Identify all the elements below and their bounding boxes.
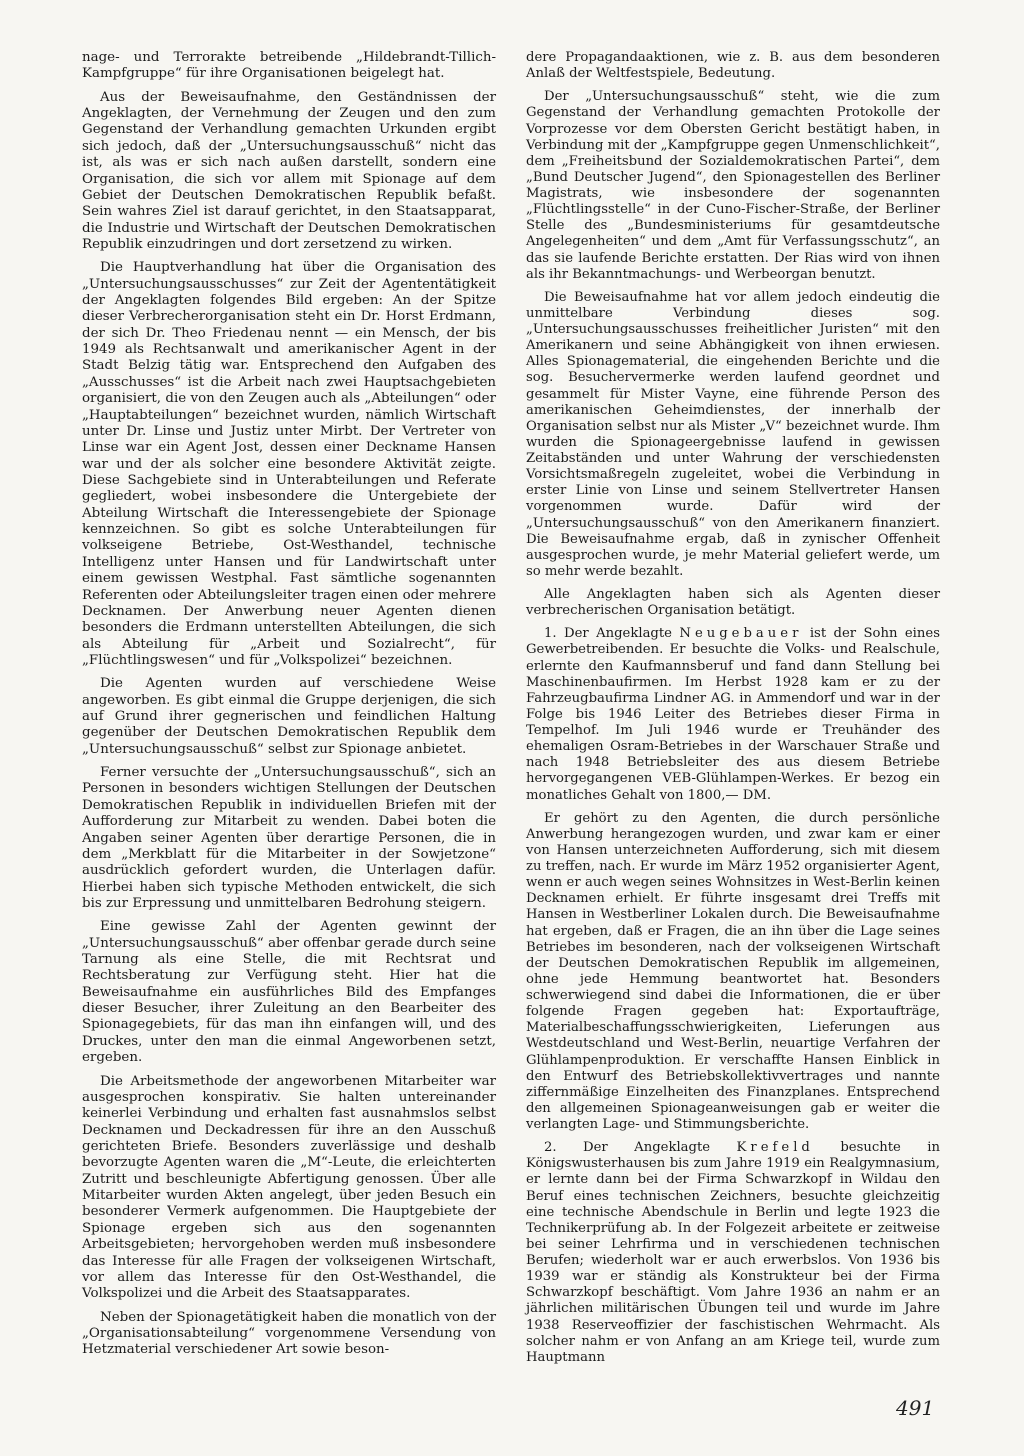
page-number: 491 [896, 1396, 935, 1420]
left-column [82, 50, 496, 1366]
paragraph: Die Agenten wurden auf verschiedene Weise angeworben. Es gibt einmal die Gruppe derjenigen, die sich auf Grund ihrer gegnerischen und feindlichen Haltung gegenüber der Deutschen Demokratischen Republik dem „Untersuchungsausschuß“ selbst zur Spionage anbietet. [82, 676, 496, 757]
paragraph: Die Hauptverhandlung hat über die Organisation des „Untersuchungsausschusses“ zur Zeit der Agententätigkeit der Angeklagten folgendes Bild ergeben: An der Spitze dieser Verbrecherorganisation steht ein Dr. Horst Erdmann, der sich Dr. Theo Friedenau nennt — ein Mensch, der bis 1949 als Rechtsanwalt und amerikanischer Agent in der Stadt Belzig tätig war. Entsprechend den Aufgaben des „Ausschusses“ ist die Arbeit nach zwei Hauptsachgebieten organisiert, die von den Zeugen auch als „Abteilungen“ oder „Hauptabteilungen“ bezeichnet wurden, nämlich Wirtschaft unter Dr. Linse und Justiz unter Mirbt. Der Vertreter von Linse war ein Agent Jost, dessen einer Deckname Hansen war und der als solcher eine besondere Aktivität zeigte. Diese Sachgebiete sind in Unterabteilungen und Referate gegliedert, wobei insbesondere die Untergebiete der Abteilung Wirtschaft die Interessengebiete der Spionage kennzeichnen. So gibt es solche Unterabteilungen für volkseigene Betriebe, Ost-Westhandel, technische Intelligenz unter Hansen und für Landwirtschaft unter einem gewissen Westphal. Fast sämtliche sogenannten Referenten oder Abteilungsleiter tragen einen oder mehrere Decknamen. Der Anwerbung neuer Agenten dienen besonders die Erdmann unterstellten Abteilungen, die sich als Abteilung für „Arbeit und Sozialrecht“, für „Flüchtlingswesen“ und für „Volkspolizei“ bezeichnen. [82, 260, 496, 668]
paragraph: Die Beweisaufnahme hat vor allem jedoch eindeutig die unmittelbare Verbindung dieses sog. „Untersuchungsausschusses freiheitlicher Juristen“ mit den Amerikanern und seine Abhängigkeit von ihnen erwiesen. Alles Spionagematerial, die eingehenden Berichte und die sog. Besuchervermerke werden laufend geordnet und gesammelt für Mister Vayne, eine führende Person des amerikanischen Geheimdienstes, der innerhalb der Organisation selbst nur als Mister „V“ bezeichnet wurde. Ihm wurden die Spionageergebnisse laufend in gewissen Zeitabständen und unter Wahrung der verschiedensten Vorsichtsmaßregeln zugeleitet, wobei die Verbindung in erster Linie von Linse und seinem Stellvertreter Hansen vorgenommen wurde. Dafür wird der „Untersuchungsausschuß“ von den Amerikanern finanziert. Die Beweisaufnahme ergab, daß in zynischer Offenheit ausgesprochen wurde, je mehr Material geliefert werde, um so mehr werde bezahlt. [526, 289, 940, 579]
defendant-name: Krefeld [736, 1140, 814, 1156]
paragraph: Ferner versuchte der „Untersuchungsausschuß“, sich an Personen in besonders wichtigen Stellungen der Deutschen Demokratischen Republik in individuellen Briefen mit der Aufforderung zur Mitarbeit zu wenden. Dabei boten die Angaben seiner Agenten über derartige Personen, die in dem „Merkblatt für die Mitarbeiter in der Sowjetzone“ ausdrücklich gefordert wurden, die Unterlagen dafür. Hierbei haben sich typische Methoden entwickelt, die sich bis zur Erpressung und unmittelbaren Bedrohung steigern. [82, 765, 496, 911]
paragraph: Alle Angeklagten haben sich als Agenten dieser verbrecherischen Organisation betätigt. [526, 587, 940, 619]
paragraph: Der „Untersuchungsausschuß“ steht, wie die zum Gegenstand der Verhandlung gemachten Protokolle der Vorprozesse vor dem Obersten Gericht bestätigt haben, in Verbindung mit der „Kampfgruppe gegen Unmenschlichkeit“, dem „Freiheitsbund der Sozialdemokratischen Partei“, dem „Bund Deutscher Jugend“, den Spionagestellen des Berliner Magistrats, wie insbesondere der sogenannten „Flüchtlingsstelle“ in der Cuno-Fischer-Straße, der Berliner Stelle des „Bundesministeriums für gesamtdeutsche Angelegenheiten“ und dem „Amt für Verfassungsschutz“, an das sie laufende Berichte erstatten. Der Rias wird von ihnen als ihr Bekanntmachungs- und Werbeorgan benutzt. [526, 89, 940, 282]
item-text: ist der Sohn eines Gewerbetreibenden. Er besuchte die Volks- und Realschule, erlernte den Kaufmannsberuf und fand dann Stellung bei Maschinenbaufirmen. Im Herbst 1928 kam er zu der Fahrzeugbaufirma Lindner AG. in Ammendorf und war in der Folge bis 1946 Leiter des Betriebes dieser Firma in Tempelhof. Im Juli 1946 wurde er Treuhänder des ehemaligen Osram-Betriebes in der Warschauer Straße und nach 1948 Betriebsleiter des aus diesem Betriebe hervorgegangenen VEB-Glühlampen-Werkes. Er bezog ein monatliches Gehalt von 1800,— DM. [526, 626, 940, 803]
paragraph: Er gehört zu den Agenten, die durch persönliche Anwerbung herangezogen wurden, und zwar kam er einer von Hansen unterzeichneten Aufforderung, sich mit diesem zu treffen, nach. Er wurde im März 1952 organisierter Agent, wenn er auch wegen seines Wohnsitzes in West-Berlin keinen Decknamen erhielt. Er führte insgesamt drei Treffs mit Hansen in Westberliner Lokalen durch. Die Beweisaufnahme hat ergeben, daß er Fragen, die an ihn über die Lage seines Betriebes im besonderen, nach der volkseigenen Wirtschaft der Deutschen Demokratischen Republik im allgemeinen, ohne jede Hemmung beantwortet hat. Besonders schwerwiegend sind dabei die Informationen, die er über folgende Fragen gegeben hat: Exportaufträge, Materialbeschaffungsschwierigkeiten, Lieferungen aus Westdeutschland und West-Berlin, neuartige Verfahren der Glühlampenproduktion. Er verschaffte Hansen Einblick in den Entwurf des Betriebskollektivvertrages und nannte ziffernmäßige Einzelheiten des Finanzplanes. Entsprechend den allgemeinen Spionageanweisungen gab er weiter die verlangten Lage- und Stimmungsberichte. [526, 810, 940, 1132]
paragraph: Eine gewisse Zahl der Agenten gewinnt der „Untersuchungsausschuß“ aber offenbar gerade durch seine Tarnung als eine Stelle, die mit Rechtsrat und Rechtsberatung zur Verfügung steht. Hier hat die Beweisaufnahme ein ausführliches Bild des Empfanges dieser Besucher, ihrer Zuleitung an den Bearbeiter des Spionagegebiets, für das man ihn einfangen will, und des Druckes, unter den man die einmal Angeworbenen setzt, ergeben. [82, 919, 496, 1066]
paragraph: Die Arbeitsmethode der angeworbenen Mitarbeiter war ausgesprochen konspirativ. Sie halten untereinander keinerlei Verbindung und erhalten fast ausnahmslos selbst Decknamen und Deckadressen für ihre an den Ausschuß gerichteten Briefe. Besonders zuverlässige und deshalb bevorzugte Agenten waren die „M“-Leute, die erleichterten Zutritt und beschleunigte Abfertigung genossen. Über alle Mitarbeiter wurden Akten angelegt, über jeden Besuch ein besonderer Vermerk aufgenommen. Die Hauptgebiete der Spionage ergeben sich aus den sogenannten Arbeitsgebieten; hervorgehoben werden muß insbesondere das Interesse für alle Fragen der volkseigenen Wirtschaft, vor allem das Interesse für den Ost-Westhandel, die Volkspolizei und die Arbeit des Staatsapparates. [82, 1073, 496, 1302]
defendant-name: Neugebauer [679, 626, 803, 642]
item-text: besuchte in Königswusterhausen bis zum Jahre 1919 ein Realgymnasium, er lernte dann bei der Firma Schwarzkopf in Wildau den Beruf eines technischen Zeichners, besuchte gleichzeitig eine technische Abendschule in Berlin und legte 1923 die Technikerprüfung ab. In der Folgezeit arbeitete er zeitweise bei seiner Lehrfirma und in verschiedenen technischen Berufen; wiederholt war er auch erwerbslos. Von 1936 bis 1939 war er ständig als Konstrukteur bei der Firma Schwarzkopf beschäftigt. Vom Jahre 1936 an nahm er an jährlichen militärischen Übungen teil und wurde im Jahre 1938 Reserveoffizier der faschistischen Wehrmacht. Als solcher nahm er von Anfang an am Kriege teil, wurde zum Hauptmann [526, 1140, 940, 1365]
right-column [526, 50, 940, 1373]
paragraph: Neben der Spionagetätigkeit haben die monatlich von der „Organisationsabteilung“ vorgenommene Versendung von Hetzmaterial verschiedener Art sowie beson- [82, 1309, 496, 1358]
paragraph: dere Propagandaaktionen, wie z. B. aus dem besonderen Anlaß der Weltfestspiele, Bedeutung. [526, 50, 940, 82]
item-prefix: 2. Der Angeklagte [544, 1140, 711, 1156]
paragraph: Aus der Beweisaufnahme, den Geständnissen der Angeklagten, der Vernehmung der Zeugen und den zum Gegenstand der Verhandlung gemachten Urkunden ergibt sich jedoch, daß der „Untersuchungsausschuß“ nicht das ist, als was er sich nach außen darstellt, sondern eine Organisation, die sich vor allem mit Spionage auf dem Gebiet der Deutschen Demokratischen Republik befaßt. Sein wahres Ziel ist darauf gerichtet, in den Staatsapparat, die Industrie und Wirtschaft der Deutschen Demokratischen Republik einzudringen und dort zersetzend zu wirken. [82, 89, 496, 252]
paragraph: nage- und Terrorakte betreibende „Hildebrandt-Tillich-Kampfgruppe“ für ihre Organisationen beigelegt hat. [82, 50, 496, 82]
defendant-paragraph-2 [526, 1140, 940, 1366]
item-prefix: 1. Der Angeklagte [544, 626, 672, 642]
defendant-paragraph-1 [526, 626, 940, 803]
